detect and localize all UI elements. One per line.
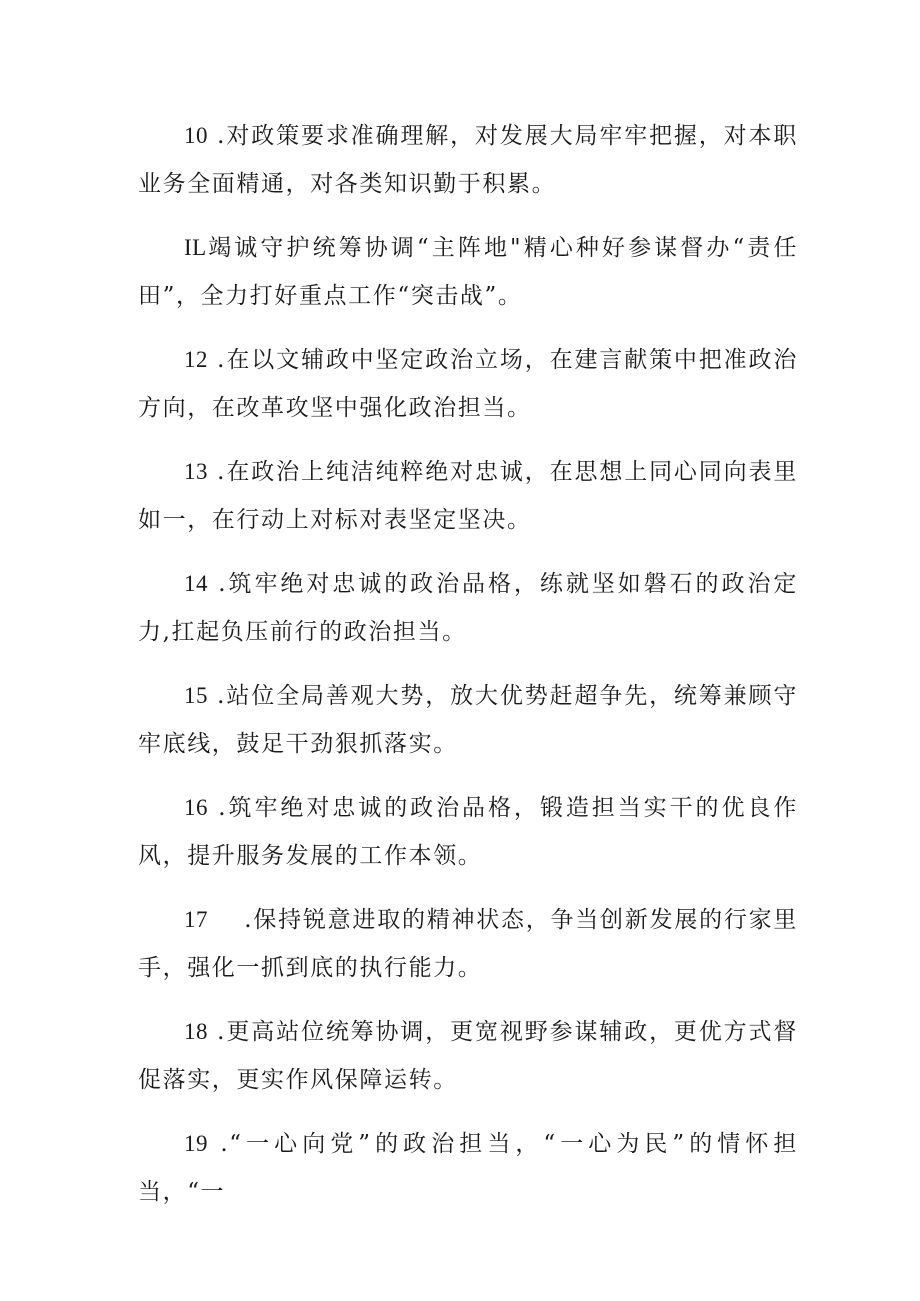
item-text: 筑牢绝对忠诚的政治品格，练就坚如磐石的政治定力,扛起负压前行的政治担当。 [138, 571, 798, 645]
item-separator: . [208, 123, 227, 149]
item-text: 在以文辅政中坚定政治立场，在建言献策中把准政治方向，在改革攻坚中强化政治担当。 [138, 347, 798, 421]
item-text: 竭诚守护统筹协调“主阵地"精心种好参谋督办“责任田”，全力打好重点工作“突击战”。 [138, 235, 798, 309]
item-text: 更高站位统筹协调，更宽视野参谋辅政，更优方式督促落实，更实作风保障运转。 [138, 1019, 798, 1093]
item-separator: . [208, 347, 227, 373]
item-separator: . [208, 571, 228, 597]
item-separator: . [208, 1131, 230, 1157]
item-number: IL [184, 235, 207, 260]
paragraph-12 [138, 336, 798, 432]
paragraph-16 [138, 784, 798, 880]
item-number: 10 [184, 123, 208, 148]
item-number: 19 [184, 1131, 208, 1156]
item-separator: . [208, 459, 227, 485]
item-number: 12 [184, 347, 208, 372]
item-number: 15 [184, 683, 208, 708]
paragraph-10 [138, 112, 798, 208]
item-number: 16 [184, 795, 208, 820]
item-number: 14 [184, 571, 208, 596]
paragraph-15 [138, 672, 798, 768]
item-number: 17 [184, 907, 208, 932]
document-body [138, 112, 798, 1232]
item-text: 在政治上纯洁纯粹绝对忠诚，在思想上同心同向表里如一，在行动上对标对表坚定坚决。 [138, 459, 798, 533]
item-text: 站位全局善观大势，放大优势赶超争先，统筹兼顾守牢底线，鼓足干劲狠抓落实。 [138, 683, 798, 757]
item-separator: . [208, 795, 228, 821]
item-text: 对政策要求准确理解，对发展大局牢牢把握，对本职业务全面精通，对各类知识勤于积累。 [138, 123, 798, 197]
item-number: 13 [184, 459, 208, 484]
item-number: 18 [184, 1019, 208, 1044]
item-separator: . [208, 907, 254, 933]
paragraph-18 [138, 1008, 798, 1104]
item-separator: . [208, 683, 227, 709]
paragraph-14 [138, 560, 798, 656]
paragraph-13 [138, 448, 798, 544]
paragraph-17 [138, 896, 798, 992]
paragraph-19 [138, 1120, 798, 1216]
paragraph-11 [138, 224, 798, 320]
item-text: “一心向党”的政治担当，“一心为民”的情怀担当，“一 [138, 1131, 799, 1205]
item-separator: . [208, 1019, 227, 1045]
item-text: 保持锐意进取的精神状态，争当创新发展的行家里手，强化一抓到底的执行能力。 [138, 907, 799, 981]
item-text: 筑牢绝对忠诚的政治品格，锻造担当实干的优良作风，提升服务发展的工作本领。 [138, 795, 798, 869]
